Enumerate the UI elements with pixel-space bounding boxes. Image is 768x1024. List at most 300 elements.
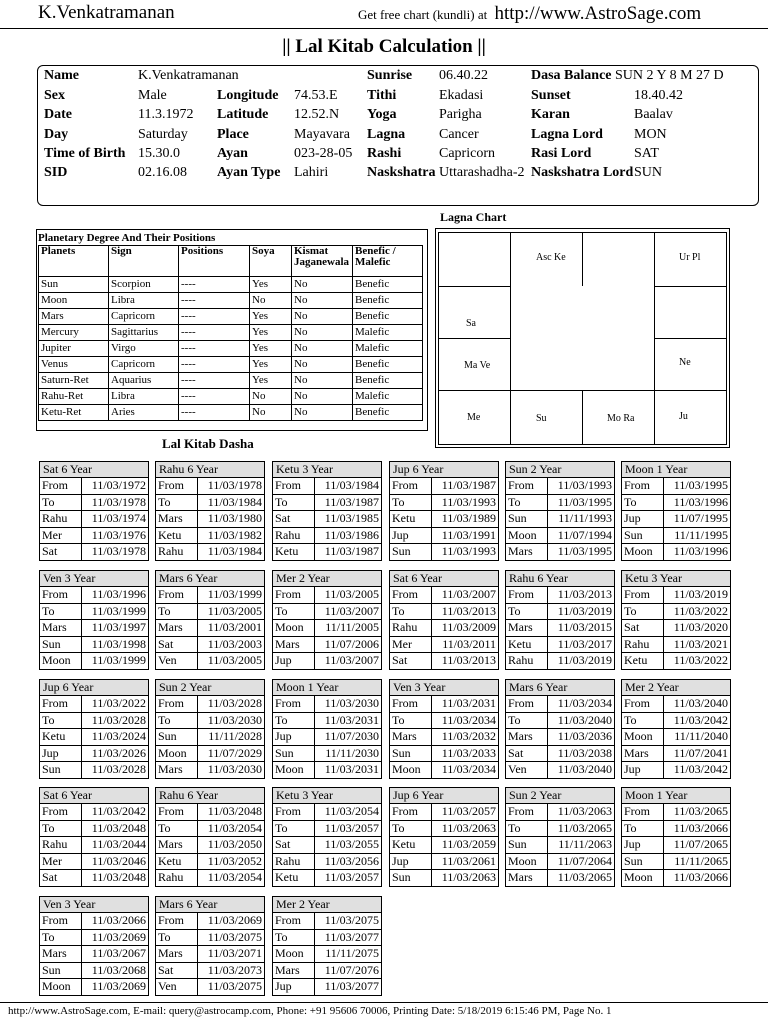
dasha-row <box>622 653 730 669</box>
dasha-row <box>156 544 264 560</box>
dasha-row <box>390 729 498 746</box>
dasha-row-label: From <box>156 913 198 929</box>
detail-value: Baalav <box>634 107 673 122</box>
dasha-row-date: 11/03/2032 <box>441 729 496 743</box>
dasha-row-label: To <box>622 713 664 729</box>
dasha-row-date: 11/03/2034 <box>441 762 496 776</box>
dasha-row <box>622 511 730 528</box>
dasha-row-date: 11/03/1991 <box>441 527 496 542</box>
dasha-row-label: Ketu <box>273 870 315 886</box>
detail-label: Date <box>44 107 72 122</box>
dasha-block-title: Jup 6 Year <box>40 680 148 696</box>
dasha-row-label: Moon <box>40 653 82 669</box>
dasha-row-date: 11/03/2013 <box>557 587 612 601</box>
dasha-block <box>621 679 731 779</box>
dasha-row-label: Ketu <box>390 837 432 853</box>
dasha-row-date: 11/03/2007 <box>324 653 379 667</box>
chart-house-8: Ju <box>679 411 688 422</box>
dasha-row-label: Sun <box>506 511 548 527</box>
dasha-row <box>273 637 381 654</box>
dasha-row-label: To <box>506 821 548 837</box>
header-url-link[interactable]: http://www.AstroSage.com <box>494 3 702 24</box>
dasha-row <box>40 653 148 669</box>
detail-value: SAT <box>634 146 659 161</box>
dasha-row <box>506 837 614 854</box>
dasha-block-title: Sun 2 Year <box>506 788 614 804</box>
dasha-row-date: 11/03/2040 <box>557 762 612 776</box>
dasha-row-label: To <box>40 930 82 946</box>
planet-table-cell: ---- <box>179 357 250 373</box>
dasha-row-label: Mars <box>156 511 198 527</box>
dasha-row-label: To <box>156 713 198 729</box>
dasha-row-date: 11/03/1999 <box>207 587 262 601</box>
dasha-row <box>40 495 148 512</box>
dasha-row <box>273 495 381 512</box>
dasha-row <box>622 637 730 654</box>
planet-table-cell: Malefic <box>353 325 423 341</box>
dasha-block <box>621 461 731 561</box>
dasha-row-date: 11/03/2063 <box>557 804 612 818</box>
dasha-row-date: 11/03/2068 <box>91 962 146 977</box>
planet-table-row <box>39 357 423 373</box>
planet-table-cell: Capricorn <box>109 309 179 325</box>
dasha-row <box>390 587 498 604</box>
dasha-row <box>156 913 264 930</box>
dasha-row-label: Jup <box>622 511 664 527</box>
dasha-row-date: 11/03/2030 <box>324 696 379 710</box>
dasha-row-date: 11/03/2044 <box>91 837 146 851</box>
dasha-row-label: From <box>273 478 315 494</box>
planet-table-cell: Moon <box>39 293 109 309</box>
detail-value: 06.40.22 <box>439 68 488 83</box>
dasha-row-label: Sat <box>156 637 198 653</box>
dasha-row-label: Jup <box>273 979 315 995</box>
detail-value: 023-28-05 <box>294 146 353 161</box>
dasha-row <box>622 746 730 763</box>
detail-label: Naskshatra Lord <box>531 165 634 180</box>
dasha-row-label: From <box>390 587 432 603</box>
dasha-row-date: 11/03/1995 <box>557 544 612 558</box>
dasha-block <box>272 787 382 887</box>
planet-table-header-cell: Positions <box>179 246 250 277</box>
dasha-row <box>506 604 614 621</box>
dasha-row-label: To <box>390 604 432 620</box>
planet-table-cell: ---- <box>179 389 250 405</box>
dasha-row-date: 11/03/1982 <box>207 527 262 542</box>
dasha-row-label: To <box>390 495 432 511</box>
dasha-row-date: 11/03/2042 <box>673 712 728 727</box>
dasha-block-title: Jup 6 Year <box>390 788 498 804</box>
detail-value: Male <box>138 88 167 103</box>
dasha-row <box>156 637 264 654</box>
detail-value: Mayavara <box>294 127 350 142</box>
dasha-row-date: 11/03/2011 <box>442 636 496 651</box>
dasha-block-title: Mer 2 Year <box>622 680 730 696</box>
dasha-row-date: 11/03/1987 <box>324 544 379 558</box>
planet-table-cell: Jupiter <box>39 341 109 357</box>
dasha-block <box>621 787 731 887</box>
dasha-row <box>156 946 264 963</box>
dasha-row-label: Sun <box>40 963 82 979</box>
dasha-row-date: 11/03/2069 <box>91 979 146 993</box>
dasha-block <box>272 679 382 779</box>
dasha-row-date: 11/03/2005 <box>207 603 262 618</box>
dasha-row-label: From <box>40 587 82 603</box>
detail-value: MON <box>634 127 667 142</box>
dasha-block-title: Ven 3 Year <box>390 680 498 696</box>
planet-table-cell: Yes <box>250 277 292 293</box>
dasha-row-label: Sat <box>40 870 82 886</box>
dasha-row <box>156 837 264 854</box>
dasha-row-date: 11/03/2015 <box>557 620 612 634</box>
planet-table-cell: No <box>292 389 353 405</box>
dasha-row <box>390 495 498 512</box>
dasha-row-date: 11/03/1976 <box>91 527 146 542</box>
dasha-row-label: To <box>156 821 198 837</box>
planet-table-cell: No <box>250 389 292 405</box>
dasha-row-label: Jup <box>390 854 432 870</box>
dasha-row-date: 11/03/2020 <box>673 620 728 634</box>
dasha-row-date: 11/03/2066 <box>673 820 728 835</box>
dasha-row <box>273 746 381 763</box>
planet-table-cell: ---- <box>179 405 250 421</box>
planet-table-cell: Yes <box>250 357 292 373</box>
dasha-row <box>156 979 264 995</box>
dasha-row-label: Moon <box>622 870 664 886</box>
planet-table-row <box>39 277 423 293</box>
dasha-row-date: 11/03/1995 <box>557 494 612 509</box>
footer-divider <box>0 1002 768 1003</box>
dasha-row-label: Rahu <box>40 837 82 853</box>
dasha-row-label: Ketu <box>156 528 198 544</box>
dasha-block-title: Moon 1 Year <box>622 788 730 804</box>
dasha-row-label: Moon <box>40 979 82 995</box>
planet-table-header-cell: Soya <box>250 246 292 277</box>
dasha-row-date: 11/03/2028 <box>207 696 262 710</box>
dasha-row <box>156 746 264 763</box>
detail-value: Parigha <box>439 107 482 122</box>
dasha-row <box>390 746 498 763</box>
dasha-row-date: 11/07/2064 <box>557 853 612 868</box>
chart-house-1: Asc Ke <box>536 252 566 263</box>
dasha-row-label: Rahu <box>156 870 198 886</box>
planet-table-cell: ---- <box>179 341 250 357</box>
dasha-row-label: To <box>273 930 315 946</box>
header-promo-text: Get free chart (kundli) at <box>358 7 488 22</box>
dasha-row-label: To <box>622 821 664 837</box>
dasha-row <box>156 870 264 886</box>
detail-value: K.Venkatramanan <box>138 68 239 83</box>
dasha-row <box>506 478 614 495</box>
dasha-row-date: 11/03/1993 <box>441 494 496 509</box>
dasha-row-date: 11/03/1974 <box>91 511 146 525</box>
dasha-row-label: From <box>156 587 198 603</box>
dasha-row <box>622 854 730 871</box>
dasha-row-date: 11/03/2033 <box>441 745 496 760</box>
dasha-row-date: 11/03/2066 <box>673 870 728 884</box>
planet-table-header-cell: Benefic / Malefic <box>353 246 423 277</box>
dasha-row <box>273 762 381 778</box>
dasha-row <box>40 587 148 604</box>
detail-value: 11.3.1972 <box>138 107 194 122</box>
dasha-row <box>622 587 730 604</box>
dasha-row-label: To <box>390 713 432 729</box>
detail-label: Sunrise <box>367 68 413 83</box>
dasha-block-title: Sun 2 Year <box>506 462 614 478</box>
dasha-row-date: 11/03/2065 <box>557 820 612 835</box>
dasha-row <box>390 604 498 621</box>
dasha-block <box>505 787 615 887</box>
dasha-row <box>40 528 148 545</box>
dasha-row <box>40 837 148 854</box>
dasha-row <box>40 713 148 730</box>
dasha-row-label: To <box>390 821 432 837</box>
dasha-block <box>155 461 265 561</box>
dasha-row <box>156 696 264 713</box>
dasha-row <box>40 913 148 930</box>
dasha-row-date: 11/03/2019 <box>557 653 612 667</box>
dasha-row-label: From <box>390 696 432 712</box>
detail-value: Cancer <box>439 127 479 142</box>
dasha-block <box>155 896 265 996</box>
dasha-row-label: Ketu <box>40 729 82 745</box>
dasha-row <box>273 946 381 963</box>
dasha-row-date: 11/03/2021 <box>673 636 728 651</box>
dasha-row-date: 11/03/2069 <box>207 913 262 927</box>
planet-table-cell: Benefic <box>353 357 423 373</box>
planet-table-row <box>39 293 423 309</box>
dasha-row-label: Ven <box>156 653 198 669</box>
dasha-row-date: 11/03/2007 <box>441 587 496 601</box>
dasha-row <box>273 620 381 637</box>
dasha-row-date: 11/03/2059 <box>441 837 496 851</box>
dasha-row-label: Sat <box>390 653 432 669</box>
planet-table-cell: Benefic <box>353 373 423 389</box>
dasha-row-label: To <box>506 604 548 620</box>
dasha-row <box>506 746 614 763</box>
dasha-block-title: Moon 1 Year <box>273 680 381 696</box>
planet-table-cell: Ketu-Ret <box>39 405 109 421</box>
planet-table-cell: Venus <box>39 357 109 373</box>
dasha-row-label: Mars <box>156 837 198 853</box>
detail-label: Name <box>44 68 79 83</box>
dasha-row-label: Sun <box>156 729 198 745</box>
dasha-row-date: 11/03/2022 <box>673 603 728 618</box>
dasha-row <box>156 821 264 838</box>
dasha-row-date: 11/11/2040 <box>674 729 728 743</box>
planet-table-cell: Benefic <box>353 277 423 293</box>
dasha-row-date: 11/03/2028 <box>91 762 146 776</box>
dasha-row-label: Jup <box>273 729 315 745</box>
dasha-row <box>273 837 381 854</box>
dasha-row-date: 11/03/2054 <box>207 870 262 884</box>
dasha-row-date: 11/03/2077 <box>324 929 379 944</box>
dasha-row <box>40 637 148 654</box>
dasha-row <box>622 544 730 560</box>
detail-value: SUN 2 Y 8 M 27 D <box>615 68 724 83</box>
dasha-row-label: From <box>390 478 432 494</box>
planet-table-cell: Aquarius <box>109 373 179 389</box>
dasha-row-label: Rahu <box>156 544 198 560</box>
planet-table-cell: No <box>292 373 353 389</box>
dasha-row-label: Rahu <box>40 511 82 527</box>
dasha-row-label: Ketu <box>273 544 315 560</box>
detail-label: SID <box>44 165 68 180</box>
dasha-row-date: 11/03/2003 <box>207 636 262 651</box>
planet-table-cell: ---- <box>179 373 250 389</box>
dasha-row <box>622 495 730 512</box>
dasha-row <box>40 930 148 947</box>
detail-value: 18.40.42 <box>634 88 683 103</box>
planet-table-cell: Sun <box>39 277 109 293</box>
dasha-row-date: 11/03/2040 <box>557 712 612 727</box>
planet-table-cell: Malefic <box>353 389 423 405</box>
dasha-row-date: 11/03/2075 <box>207 929 262 944</box>
planet-table-cell: Rahu-Ret <box>39 389 109 405</box>
chart-house-2: Sa <box>466 318 476 329</box>
dasha-row-label: From <box>273 913 315 929</box>
dasha-row-label: Moon <box>273 946 315 962</box>
dasha-row <box>622 478 730 495</box>
dasha-row-date: 11/03/1987 <box>324 494 379 509</box>
dasha-row <box>156 604 264 621</box>
dasha-row-label: Jup <box>40 746 82 762</box>
dasha-row-label: Sun <box>390 544 432 560</box>
dasha-row-date: 11/03/2052 <box>207 853 262 868</box>
dasha-row <box>40 870 148 886</box>
dasha-block <box>272 461 382 561</box>
planet-table-cell: ---- <box>179 293 250 309</box>
dasha-row-date: 11/03/2067 <box>91 946 146 960</box>
planet-table-cell: No <box>292 357 353 373</box>
dasha-row-label: Mer <box>40 854 82 870</box>
dasha-row <box>390 854 498 871</box>
dasha-row-label: Mars <box>273 637 315 653</box>
dasha-row-date: 11/03/1972 <box>91 478 146 492</box>
dasha-row-label: Sat <box>273 837 315 853</box>
detail-label: Longitude <box>217 88 279 103</box>
dasha-row-date: 11/03/2073 <box>207 962 262 977</box>
dasha-row <box>273 804 381 821</box>
header-name: K.Venkatramanan <box>38 2 175 23</box>
dasha-row <box>506 495 614 512</box>
dasha-title: Lal Kitab Dasha <box>162 436 254 451</box>
dasha-row-date: 11/03/1987 <box>441 478 496 492</box>
dasha-row-label: From <box>156 478 198 494</box>
chart-house-7: Mo Ra <box>607 413 635 424</box>
planet-table-cell: Libra <box>109 389 179 405</box>
dasha-row <box>273 653 381 669</box>
dasha-block-title: Ketu 3 Year <box>273 788 381 804</box>
dasha-row <box>156 930 264 947</box>
detail-value: 74.53.E <box>294 88 338 103</box>
planet-table-header-cell: Planets <box>39 246 109 277</box>
dasha-row-label: Moon <box>506 854 548 870</box>
detail-value: Capricorn <box>439 146 495 161</box>
chart-house-5: Su <box>536 413 547 424</box>
dasha-row-label: Mars <box>156 762 198 778</box>
dasha-row-label: From <box>622 696 664 712</box>
dasha-row-label: From <box>622 478 664 494</box>
dasha-row-date: 11/03/1998 <box>91 636 146 651</box>
dasha-row-label: Mars <box>506 870 548 886</box>
planet-table-row <box>39 341 423 357</box>
dasha-row-label: Jup <box>622 837 664 853</box>
dasha-row <box>622 837 730 854</box>
dasha-row-label: To <box>273 713 315 729</box>
dasha-row-date: 11/11/2005 <box>325 620 379 634</box>
dasha-block-title: Moon 1 Year <box>622 462 730 478</box>
planet-table-cell: No <box>292 325 353 341</box>
dasha-row-date: 11/03/1978 <box>207 478 262 492</box>
detail-label: Time of Birth <box>44 146 126 161</box>
dasha-row <box>622 821 730 838</box>
dasha-block <box>389 679 499 779</box>
dasha-row-date: 11/03/2030 <box>207 762 262 776</box>
dasha-row-date: 11/03/2019 <box>673 587 728 601</box>
dasha-row-date: 11/03/2048 <box>91 870 146 884</box>
detail-label: Place <box>217 127 249 142</box>
dasha-row-label: Ketu <box>506 637 548 653</box>
dasha-row-date: 11/03/1984 <box>324 478 379 492</box>
dasha-row-date: 11/03/2013 <box>441 653 496 667</box>
dasha-row-label: Jup <box>390 528 432 544</box>
dasha-row <box>156 729 264 746</box>
dasha-row-date: 11/11/2030 <box>325 745 379 760</box>
dasha-block-title: Mars 6 Year <box>156 897 264 913</box>
dasha-row <box>506 544 614 560</box>
dasha-row-date: 11/03/2022 <box>673 653 728 667</box>
dasha-row-date: 11/03/2028 <box>91 712 146 727</box>
dasha-row <box>390 544 498 560</box>
dasha-row-date: 11/03/2057 <box>441 804 496 818</box>
planet-table-cell: No <box>292 309 353 325</box>
dasha-row-date: 11/11/1993 <box>558 511 612 525</box>
planet-table-cell: Libra <box>109 293 179 309</box>
dasha-block-title: Ketu 3 Year <box>622 571 730 587</box>
dasha-row-label: From <box>390 804 432 820</box>
planet-table-cell: Scorpion <box>109 277 179 293</box>
dasha-row <box>156 478 264 495</box>
dasha-row-date: 11/03/2077 <box>324 979 379 993</box>
dasha-block <box>39 570 149 670</box>
header-divider <box>0 28 768 29</box>
dasha-block <box>272 896 382 996</box>
dasha-row <box>390 528 498 545</box>
planet-table-cell: No <box>292 341 353 357</box>
dasha-row-date: 11/03/1999 <box>91 603 146 618</box>
dasha-row <box>40 854 148 871</box>
dasha-row-label: Jup <box>273 653 315 669</box>
dasha-block-title: Mer 2 Year <box>273 897 381 913</box>
dasha-row <box>40 544 148 560</box>
dasha-row-date: 11/03/2075 <box>207 979 262 993</box>
dasha-row <box>622 528 730 545</box>
dasha-row-date: 11/03/2013 <box>441 603 496 618</box>
dasha-row <box>273 713 381 730</box>
dasha-row <box>506 620 614 637</box>
planet-table-cell: Saturn-Ret <box>39 373 109 389</box>
dasha-row <box>622 804 730 821</box>
dasha-row-date: 11/03/1980 <box>207 511 262 525</box>
dasha-block <box>505 461 615 561</box>
lagna-chart-title: Lagna Chart <box>440 210 507 224</box>
dasha-row-date: 11/03/2046 <box>91 853 146 868</box>
dasha-row-label: Sat <box>506 746 548 762</box>
dasha-row-date: 11/03/1999 <box>91 653 146 667</box>
dasha-row <box>273 696 381 713</box>
planet-table-title: Planetary Degree And Their Positions <box>38 232 216 244</box>
